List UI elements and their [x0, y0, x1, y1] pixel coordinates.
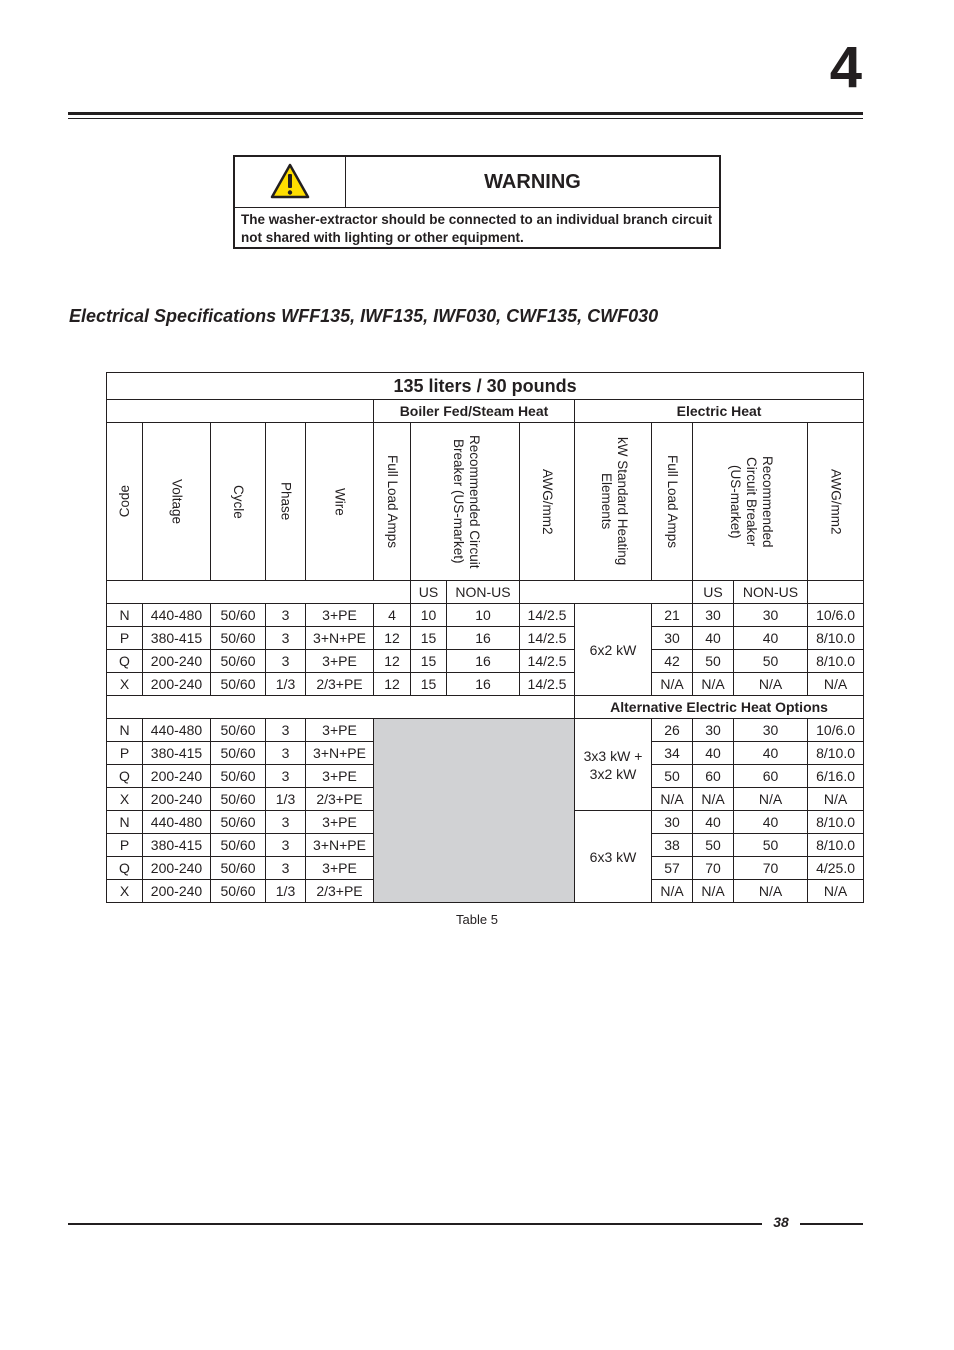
cell-electric-full-load-amps: 42: [652, 650, 693, 673]
cell-electric-breaker-us: 50: [693, 834, 734, 857]
cell-phase: 3: [266, 857, 306, 880]
cell-electric-breaker-non-us: N/A: [734, 880, 808, 903]
footer-rule-right: [800, 1223, 863, 1225]
header-boiler-full-load-amps: Full Load Amps: [374, 423, 411, 581]
cell-cycle: 50/60: [211, 604, 266, 627]
cell-wire: 3+PE: [306, 604, 374, 627]
cell-voltage: 200-240: [143, 673, 211, 696]
cell-wire: 3+PE: [306, 719, 374, 742]
cell-electric-awg: 6/16.0: [808, 765, 864, 788]
alt-options-title: Alternative Electric Heat Options: [575, 696, 864, 719]
cell-phase: 3: [266, 742, 306, 765]
cell-phase: 3: [266, 811, 306, 834]
cell-wire: 3+PE: [306, 811, 374, 834]
cell-wire: 3+PE: [306, 650, 374, 673]
cell-electric-breaker-non-us: 40: [734, 627, 808, 650]
header-boiler-circuit-breaker: Recommended Circuit Breaker (US-market): [411, 423, 520, 581]
cell-electric-awg: 8/10.0: [808, 834, 864, 857]
cell-electric-breaker-us: 40: [693, 742, 734, 765]
cell-electric-awg: N/A: [808, 673, 864, 696]
cell-voltage: 380-415: [143, 834, 211, 857]
page-number: 38: [773, 1214, 789, 1230]
cell-boiler-awg: 14/2.5: [520, 604, 575, 627]
cell-voltage: 440-480: [143, 811, 211, 834]
cell-voltage: 380-415: [143, 742, 211, 765]
cell-voltage: 200-240: [143, 650, 211, 673]
header-electric-full-load-amps: Full Load Amps: [652, 423, 693, 581]
cell-code: P: [107, 834, 143, 857]
cell-code: P: [107, 742, 143, 765]
table-caption: Table 5: [456, 912, 498, 927]
cell-electric-breaker-us: 60: [693, 765, 734, 788]
cell-phase: 3: [266, 719, 306, 742]
cell-voltage: 200-240: [143, 788, 211, 811]
subheader-boiler-non-us: NON-US: [447, 581, 520, 604]
cell-electric-breaker-us: 40: [693, 811, 734, 834]
subheader-blank-mid: [520, 581, 693, 604]
alt-options-row: [107, 696, 864, 719]
cell-boiler-breaker-non-us: 16: [447, 650, 520, 673]
cell-code: Q: [107, 857, 143, 880]
header-kw-standard: kW Standard Heating Elements: [575, 423, 652, 581]
cell-phase: 1/3: [266, 673, 306, 696]
cell-boiler-breaker-us: 15: [411, 673, 447, 696]
subheader-blank-end: [808, 581, 864, 604]
cell-wire: 2/3+PE: [306, 673, 374, 696]
cell-electric-breaker-non-us: 40: [734, 742, 808, 765]
cell-cycle: 50/60: [211, 880, 266, 903]
table-row: [107, 673, 864, 696]
cell-cycle: 50/60: [211, 765, 266, 788]
header-phase: Phase: [266, 423, 306, 581]
cell-electric-breaker-us: N/A: [693, 788, 734, 811]
cell-code: X: [107, 880, 143, 903]
cell-cycle: 50/60: [211, 650, 266, 673]
cell-boiler-full-load-amps: 4: [374, 604, 411, 627]
warning-text: The washer-extractor should be connected to an individual branch circuit not shared with lighting or other equipment.: [241, 212, 713, 245]
header-rule-thin: [68, 118, 863, 119]
cell-electric-full-load-amps: 50: [652, 765, 693, 788]
cell-wire: 3+N+PE: [306, 627, 374, 650]
alt-options-blank: [107, 696, 575, 719]
cell-electric-breaker-us: 70: [693, 857, 734, 880]
cell-voltage: 200-240: [143, 857, 211, 880]
cell-electric-full-load-amps: N/A: [652, 673, 693, 696]
cell-cycle: 50/60: [211, 788, 266, 811]
cell-electric-breaker-non-us: 40: [734, 811, 808, 834]
cell-electric-breaker-non-us: 60: [734, 765, 808, 788]
electrical-spec-table: [106, 372, 864, 903]
header-electric-circuit-breaker: Recommended Circuit Breaker (US-market): [693, 423, 808, 581]
cell-phase: 3: [266, 627, 306, 650]
cell-code: Q: [107, 765, 143, 788]
cell-cycle: 50/60: [211, 834, 266, 857]
cell-electric-awg: N/A: [808, 788, 864, 811]
header-boiler-awg: AWG/mm2: [520, 423, 575, 581]
cell-electric-full-load-amps: 30: [652, 627, 693, 650]
group-boiler-fed: Boiler Fed/Steam Heat: [374, 400, 575, 423]
cell-electric-awg: 8/10.0: [808, 650, 864, 673]
subheader-blank: [107, 581, 411, 604]
cell-code: N: [107, 604, 143, 627]
cell-cycle: 50/60: [211, 719, 266, 742]
cell-electric-breaker-us: 50: [693, 650, 734, 673]
cell-cycle: 50/60: [211, 627, 266, 650]
header-rule: [68, 112, 863, 115]
header-code: Code: [107, 423, 143, 581]
cell-electric-full-load-amps: 26: [652, 719, 693, 742]
cell-voltage: 200-240: [143, 765, 211, 788]
cell-phase: 3: [266, 765, 306, 788]
cell-phase: 3: [266, 650, 306, 673]
cell-electric-full-load-amps: N/A: [652, 880, 693, 903]
cell-wire: 3+N+PE: [306, 742, 374, 765]
cell-voltage: 440-480: [143, 604, 211, 627]
cell-electric-breaker-non-us: 30: [734, 604, 808, 627]
cell-electric-full-load-amps: 38: [652, 834, 693, 857]
cell-boiler-full-load-amps: 12: [374, 673, 411, 696]
cell-boiler-full-load-amps: 12: [374, 627, 411, 650]
cell-electric-full-load-amps: N/A: [652, 788, 693, 811]
cell-alt-heating: 3x3 kW + 3x2 kW: [575, 719, 652, 811]
cell-electric-full-load-amps: 21: [652, 604, 693, 627]
header-wire: Wire: [306, 423, 374, 581]
cell-cycle: 50/60: [211, 742, 266, 765]
cell-electric-breaker-non-us: 30: [734, 719, 808, 742]
cell-electric-full-load-amps: 30: [652, 811, 693, 834]
cell-electric-breaker-non-us: 70: [734, 857, 808, 880]
cell-code: X: [107, 788, 143, 811]
table-row: [107, 650, 864, 673]
cell-electric-breaker-non-us: 50: [734, 650, 808, 673]
cell-electric-breaker-us: 30: [693, 604, 734, 627]
cell-code: Q: [107, 650, 143, 673]
group-blank: [107, 400, 374, 423]
table-row: [107, 604, 864, 627]
cell-electric-breaker-non-us: N/A: [734, 788, 808, 811]
subheader-electric-non-us: NON-US: [734, 581, 808, 604]
boiler-not-applicable-fill: [374, 719, 575, 903]
cell-electric-full-load-amps: 34: [652, 742, 693, 765]
cell-electric-breaker-non-us: 50: [734, 834, 808, 857]
cell-alt-heating: 6x3 kW: [575, 811, 652, 903]
cell-boiler-breaker-us: 15: [411, 650, 447, 673]
cell-electric-breaker-non-us: N/A: [734, 673, 808, 696]
cell-code: P: [107, 627, 143, 650]
cell-wire: 2/3+PE: [306, 880, 374, 903]
cell-boiler-awg: 14/2.5: [520, 650, 575, 673]
cell-boiler-breaker-non-us: 10: [447, 604, 520, 627]
cell-boiler-awg: 14/2.5: [520, 673, 575, 696]
cell-boiler-breaker-us: 15: [411, 627, 447, 650]
cell-wire: 3+N+PE: [306, 834, 374, 857]
cell-wire: 3+PE: [306, 857, 374, 880]
cell-electric-full-load-amps: 57: [652, 857, 693, 880]
cell-cycle: 50/60: [211, 857, 266, 880]
section-title: Electrical Specifications WFF135, IWF135, IWF030, CWF135, CWF030: [69, 306, 659, 326]
cell-electric-breaker-us: 40: [693, 627, 734, 650]
subheader-boiler-us: US: [411, 581, 447, 604]
cell-electric-awg: 8/10.0: [808, 742, 864, 765]
warning-triangle-icon: [270, 163, 310, 199]
cell-boiler-breaker-us: 10: [411, 604, 447, 627]
header-cycle: Cycle: [211, 423, 266, 581]
footer-rule-left: [68, 1223, 762, 1225]
cell-voltage: 440-480: [143, 719, 211, 742]
cell-voltage: 380-415: [143, 627, 211, 650]
cell-electric-awg: N/A: [808, 880, 864, 903]
cell-cycle: 50/60: [211, 811, 266, 834]
header-voltage: Voltage: [143, 423, 211, 581]
cell-boiler-full-load-amps: 12: [374, 650, 411, 673]
table-row: [107, 627, 864, 650]
chapter-number: 4: [829, 35, 862, 100]
warning-icon-cell: [235, 157, 346, 207]
cell-voltage: 200-240: [143, 880, 211, 903]
cell-phase: 3: [266, 834, 306, 857]
cell-phase: 1/3: [266, 880, 306, 903]
cell-boiler-breaker-non-us: 16: [447, 673, 520, 696]
cell-standard-heating: 6x2 kW: [575, 604, 652, 696]
cell-boiler-awg: 14/2.5: [520, 627, 575, 650]
cell-electric-awg: 8/10.0: [808, 811, 864, 834]
cell-cycle: 50/60: [211, 673, 266, 696]
cell-wire: 2/3+PE: [306, 788, 374, 811]
cell-electric-awg: 10/6.0: [808, 604, 864, 627]
cell-electric-awg: 4/25.0: [808, 857, 864, 880]
cell-phase: 3: [266, 604, 306, 627]
cell-phase: 1/3: [266, 788, 306, 811]
warning-divider: [235, 207, 719, 208]
cell-electric-awg: 8/10.0: [808, 627, 864, 650]
cell-electric-breaker-us: 30: [693, 719, 734, 742]
subheader-electric-us: US: [693, 581, 734, 604]
group-electric-heat: Electric Heat: [575, 400, 864, 423]
table-row: [107, 719, 864, 742]
warning-title: WARNING: [484, 171, 581, 193]
cell-electric-awg: 10/6.0: [808, 719, 864, 742]
cell-boiler-breaker-non-us: 16: [447, 627, 520, 650]
header-electric-awg: AWG/mm2: [808, 423, 864, 581]
cell-code: N: [107, 719, 143, 742]
cell-electric-breaker-us: N/A: [693, 880, 734, 903]
table-title: 135 liters / 30 pounds: [107, 373, 864, 400]
cell-electric-breaker-us: N/A: [693, 673, 734, 696]
cell-code: X: [107, 673, 143, 696]
cell-wire: 3+PE: [306, 765, 374, 788]
cell-code: N: [107, 811, 143, 834]
warning-box: [233, 155, 721, 249]
